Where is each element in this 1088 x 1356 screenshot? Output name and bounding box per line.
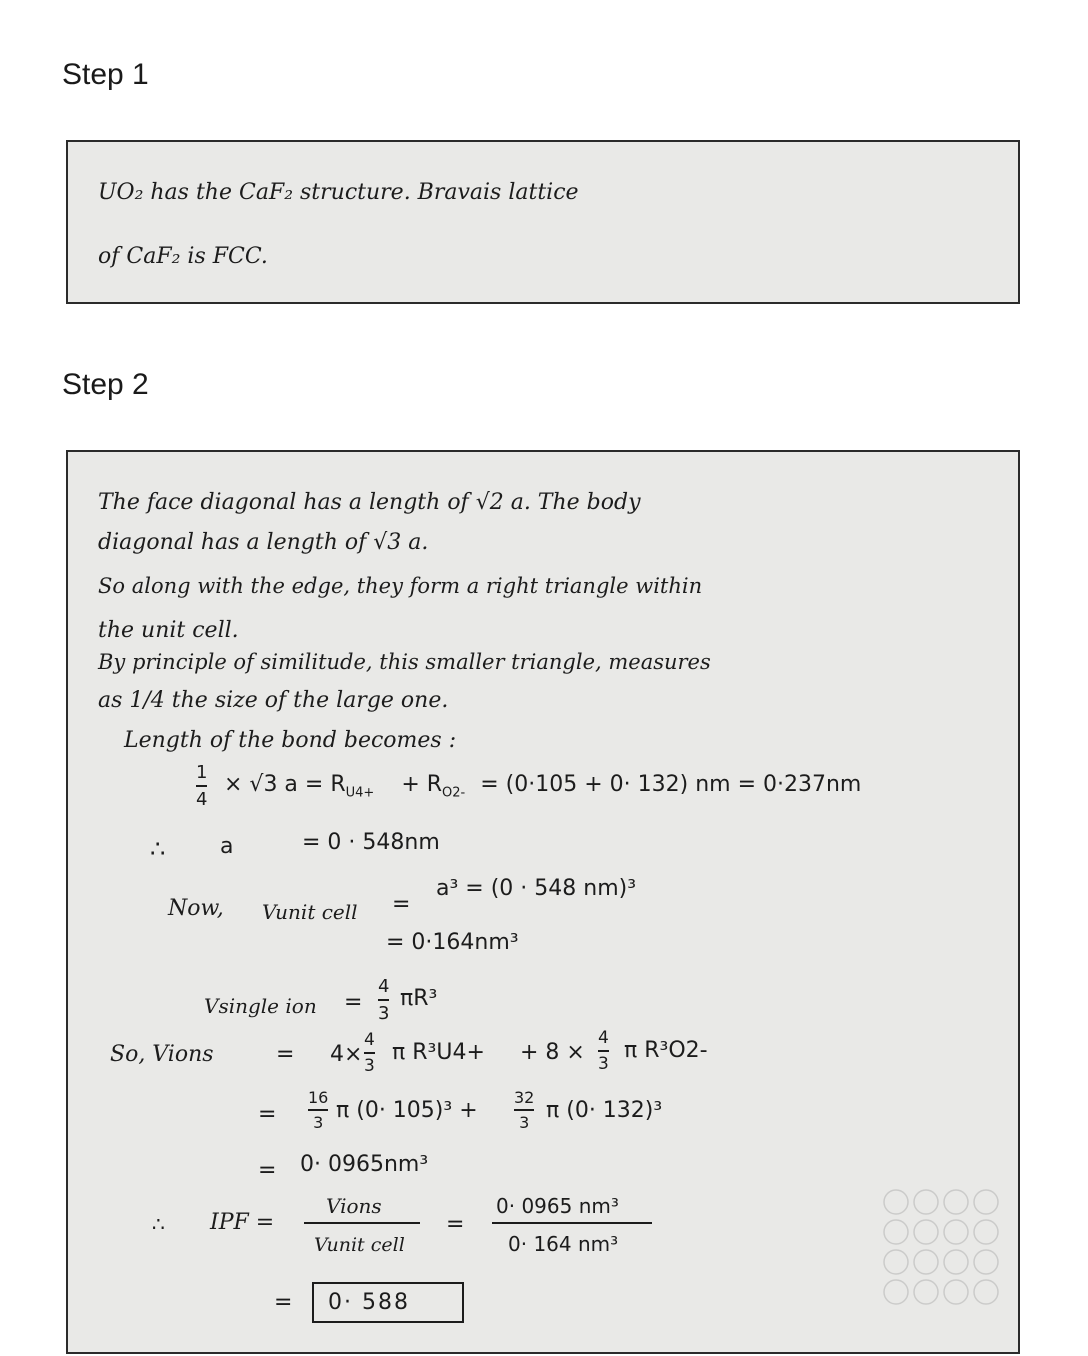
- vions-label: So, Vions: [110, 1042, 214, 1067]
- fraction-16-3: 16 3: [308, 1088, 329, 1132]
- ipf-denominator: Vunit cell: [314, 1234, 405, 1256]
- vions-term-c: + 8 ×: [520, 1040, 585, 1065]
- text-line-5: By principle of similitude, this smaller triangle, measures: [98, 650, 711, 674]
- vions-term-b: π R³U4+: [392, 1040, 485, 1065]
- vunit-result: = 0·164nm³: [386, 930, 519, 955]
- eq2-a: a: [220, 834, 234, 859]
- ipf-value-bar: [492, 1222, 652, 1224]
- text-line-3: So along with the edge, they form a right triangle within: [98, 574, 703, 598]
- ipf-fraction-bar: [304, 1222, 420, 1224]
- vions-equals: =: [276, 1042, 295, 1067]
- vions-term-d: π R³O2-: [624, 1038, 708, 1063]
- vions-fraction-1: 4 3: [364, 1030, 375, 1076]
- step-1-line-1: UO₂ has the CaF₂ structure. Bravais lattice: [98, 180, 579, 205]
- text-line-2: diagonal has a length of √3 a.: [98, 530, 429, 555]
- background-stain-pattern: [876, 1182, 1006, 1332]
- eq-line3-equals: =: [258, 1158, 277, 1183]
- quarter-fraction: 1 4: [196, 762, 208, 810]
- ipf-label: IPF =: [210, 1210, 275, 1235]
- final-answer-box: 0· 588: [312, 1282, 464, 1323]
- ipf-denominator-value: 0· 164 nm³: [508, 1232, 619, 1256]
- eq1-lhs: × √3 $a = R_{U4+} + R_{O2-} = (0\cdot 105 + 0\cdot 132)$ nm = 0·237nm: [224, 772, 862, 801]
- text-line-4: the unit cell.: [98, 618, 239, 643]
- final-equals: =: [274, 1290, 293, 1315]
- step-1-title: Step 1: [62, 58, 149, 91]
- eq-line2-term-b: π (0· 132)³: [546, 1098, 663, 1123]
- ipf-numerator: Vions: [326, 1194, 382, 1218]
- text-line-1: The face diagonal has a length of √2 a. The body: [98, 490, 641, 515]
- therefore-symbol: ∴: [150, 835, 166, 863]
- vsingle-equals: =: [344, 990, 363, 1015]
- eq-line2-term-a: π (0· 105)³ +: [336, 1098, 478, 1123]
- eq-line2-equals: =: [258, 1102, 277, 1127]
- text-line-6: as 1/4 the size of the large one.: [98, 688, 449, 713]
- text-line-7: Length of the bond becomes :: [124, 728, 457, 753]
- vions-result: 0· 0965nm³: [300, 1152, 429, 1177]
- vsingle-fraction: 4 3: [378, 976, 390, 1024]
- now-label: Now,: [168, 896, 224, 921]
- step-1-note-image: [66, 140, 1020, 304]
- ipf-therefore: ∴: [152, 1212, 165, 1236]
- step-2-note-image: [66, 450, 1020, 1354]
- vions-term-a: 4×: [330, 1042, 363, 1067]
- ipf-numerator-value: 0· 0965 nm³: [496, 1194, 619, 1218]
- vunit-label: Vunit cell: [262, 900, 358, 924]
- vunit-expression: a³ = (0 · 548 nm)³: [436, 876, 637, 901]
- vunit-equals: =: [392, 892, 411, 917]
- fraction-32-3: 32 3: [514, 1088, 535, 1132]
- vsingle-rest: πR³: [400, 986, 438, 1011]
- ipf-equals: =: [446, 1212, 465, 1237]
- eq2-value: = 0 · 548nm: [302, 830, 440, 855]
- vsingle-label: Vsingle ion: [204, 994, 317, 1018]
- step-2-title: Step 2: [62, 368, 149, 401]
- vions-fraction-2: 4 3: [598, 1028, 609, 1074]
- step-1-line-2: of CaF₂ is FCC.: [98, 244, 268, 269]
